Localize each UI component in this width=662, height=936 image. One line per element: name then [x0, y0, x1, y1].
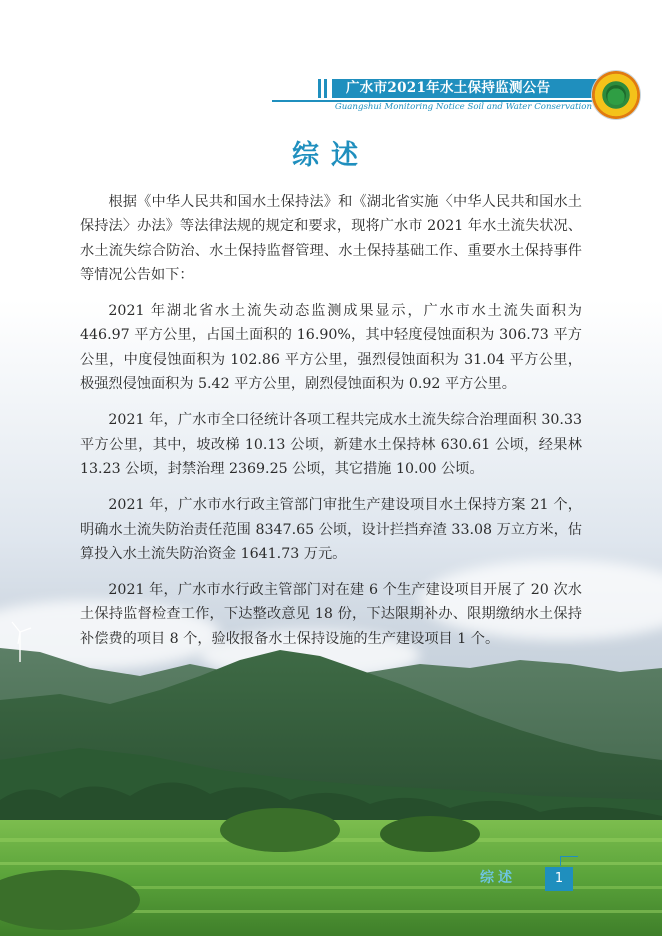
header-stripe — [324, 79, 327, 98]
footer-section-label: 综述 — [480, 870, 516, 886]
body-text — [80, 190, 582, 663]
emblem-center — [606, 85, 626, 105]
page-title: 综述 — [292, 140, 370, 171]
shrub — [220, 808, 340, 852]
badge-line — [560, 856, 561, 866]
page-number: 1 — [545, 867, 573, 891]
paragraph: 根据《中华人民共和国水土保持法》和《湖北省实施〈中华人民共和国水土保持法〉办法》等法律法规的规定和要求，现将广水市 2021 年水土流失状况、水土流失综合防治、水土保持监督管理、水土保持基础工作、重要水土保持事件等情况公告如下： — [80, 194, 582, 283]
paragraph: 2021 年，广水市水行政主管部门对在建 6 个生产建设项目开展了 20 次水土保持监督检查工作，下达整改意见 18 份，下达限期补办、限期缴纳水土保持补偿费的项目 8 个，验收报备水土保持设施的生产建设项目 1 个。 — [80, 582, 582, 647]
field-stripe — [0, 862, 662, 865]
badge-line — [560, 856, 578, 857]
paragraph: 2021 年，广水市水行政主管部门审批生产建设项目水土保持方案 21 个，明确水土流失防治责任范围 8347.65 公顷，设计拦挡弃渣 33.08 万立方米，估算投入水土流失防治资金 1641.73 万元。 — [80, 497, 582, 562]
shrub — [380, 816, 480, 852]
paragraph: 2021 年湖北省水土流失动态监测成果显示，广水市水土流失面积为 446.97 平方公里，占国土面积的 16.90%，其中轻度侵蚀面积为 306.73 平方公里，中度侵蚀面积为 102.86 平方公里，强烈侵蚀面积为 31.04 平方公里，极强烈侵蚀面积为 5.42 平方公里，剧烈侵蚀面积为 0.92 平方公里。 — [80, 303, 582, 393]
header-subtitle: Guangshui Monitoring Notice Soil and Water Conservation — [334, 102, 592, 112]
soil-water-conservation-emblem-icon — [592, 71, 640, 119]
header-title: 广水市2021年水土保持监测公告 — [346, 80, 551, 96]
header-stripe — [318, 79, 321, 98]
paragraph: 2021 年，广水市全口径统计各项工程共完成水土流失综合治理面积 30.33 平方公里，其中，坡改梯 10.13 公顷，新建水土保持林 630.61 公顷，经果林 13.23 公顷，封禁治理 2369.25 公顷，其它措施 10.00 公顷。 — [80, 412, 582, 477]
